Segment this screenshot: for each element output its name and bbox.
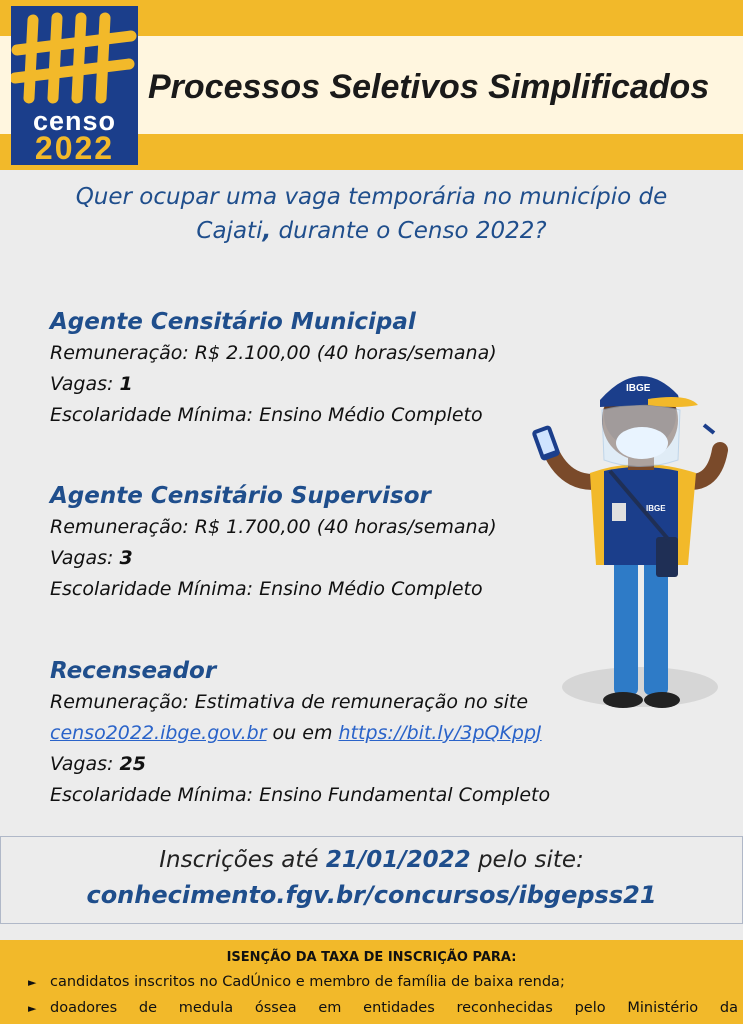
link-separator: ou em bbox=[266, 722, 339, 744]
footer-word: medula bbox=[178, 1000, 234, 1016]
job-pay: Remuneração: R$ 1.700,00 (40 horas/semana) bbox=[50, 516, 497, 538]
job-agente-municipal bbox=[50, 306, 497, 431]
signup-date: 21/01/2022 bbox=[325, 847, 471, 873]
job-vagas bbox=[50, 543, 497, 574]
job-school: Escolaridade Mínima: Ensino Médio Completo bbox=[50, 578, 483, 600]
footer-item-1-text: candidatos inscritos no CadÚnico e membro de família de baixa renda; bbox=[50, 974, 565, 990]
footer-word: Ministério bbox=[627, 1000, 699, 1016]
job-vagas-value: 3 bbox=[119, 547, 133, 569]
footer-word: em bbox=[318, 1000, 342, 1016]
cap-logo-text: IBGE bbox=[626, 383, 651, 394]
job-vagas-label: Vagas: bbox=[50, 373, 120, 395]
footer-word: reconhecidas bbox=[456, 1000, 553, 1016]
footer-item-1 bbox=[28, 974, 740, 990]
censo-site-link[interactable]: censo2022.ibge.gov.br bbox=[50, 722, 267, 744]
arrow-bullet-icon: ► bbox=[28, 976, 37, 989]
question-line-2-rest: durante o Censo 2022? bbox=[271, 218, 547, 244]
footer-title: ISENÇÃO DA TAXA DE INSCRIÇÃO PARA: bbox=[226, 950, 517, 965]
census-agent-illustration bbox=[528, 355, 738, 725]
header-banner bbox=[0, 0, 743, 170]
bitly-link[interactable]: https://bit.ly/3pQKppJ bbox=[338, 722, 542, 744]
logo-year-text: 2022 bbox=[34, 130, 115, 166]
question-comma: , bbox=[262, 218, 272, 244]
job-school: Escolaridade Mínima: Ensino Fundamental Completo bbox=[50, 784, 551, 806]
signup-suffix: pelo site: bbox=[470, 847, 584, 873]
signup-box bbox=[0, 836, 743, 924]
footer-word: da bbox=[719, 1000, 738, 1016]
footer-item-2 bbox=[28, 1000, 738, 1016]
tally-marks-icon bbox=[11, 6, 138, 116]
footer-word: entidades bbox=[363, 1000, 435, 1016]
footer-word: óssea bbox=[254, 1000, 297, 1016]
job-vagas-label: Vagas: bbox=[50, 547, 120, 569]
vest-logo-text: IBGE bbox=[646, 504, 666, 513]
arrow-bullet-icon: ► bbox=[28, 1002, 37, 1015]
job-vagas bbox=[50, 749, 550, 780]
job-vagas-value: 1 bbox=[119, 373, 133, 395]
logo-censo-text: censo bbox=[32, 106, 117, 136]
question-text bbox=[30, 180, 713, 248]
job-vagas-value: 25 bbox=[119, 753, 146, 775]
footer-exemption bbox=[0, 940, 743, 1024]
job-title: Agente Censitário Municipal bbox=[50, 309, 416, 335]
job-vagas-label: Vagas: bbox=[50, 753, 120, 775]
job-agente-supervisor bbox=[50, 480, 497, 605]
footer-word: de bbox=[138, 1000, 158, 1016]
page-title: Processos Seletivos Simplificados bbox=[148, 68, 710, 106]
signup-deadline bbox=[1, 847, 742, 873]
job-pay: Remuneração: Estimativa de remuneração no site bbox=[50, 691, 529, 713]
signup-prefix: Inscrições até bbox=[159, 847, 326, 873]
signup-url[interactable]: conhecimento.fgv.br/concursos/ibgepss21 bbox=[86, 881, 657, 909]
job-title: Agente Censitário Supervisor bbox=[50, 483, 431, 509]
job-vagas bbox=[50, 369, 497, 400]
job-school: Escolaridade Mínima: Ensino Médio Completo bbox=[50, 404, 483, 426]
job-recenseador bbox=[50, 655, 550, 811]
job-title: Recenseador bbox=[50, 658, 217, 684]
job-pay: Remuneração: R$ 2.100,00 (40 horas/semana) bbox=[50, 342, 497, 364]
job-links bbox=[50, 718, 550, 749]
question-line-2 bbox=[30, 214, 713, 248]
footer-word: pelo bbox=[574, 1000, 606, 1016]
question-line-1: Quer ocupar uma vaga temporária no município de bbox=[75, 184, 668, 210]
question-city: Cajati bbox=[196, 218, 263, 244]
censo-logo bbox=[11, 6, 138, 165]
footer-word: doadores bbox=[50, 1000, 118, 1016]
